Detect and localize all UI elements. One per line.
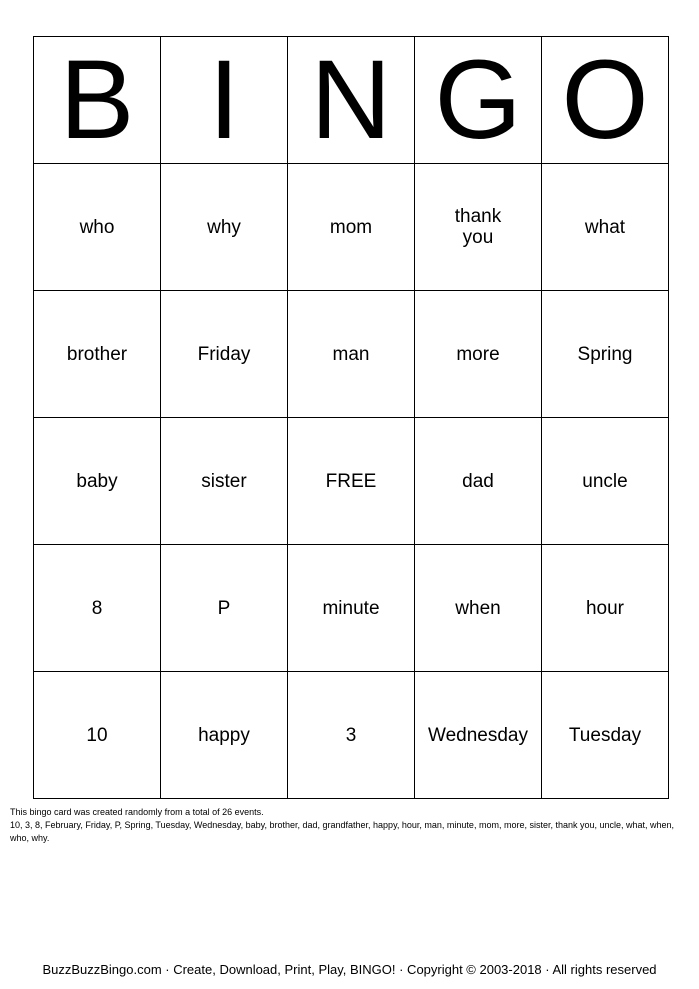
footer-copyright: BuzzBuzzBingo.com · Create, Download, Print, Play, BINGO! · Copyright © 2003-2018 · All rights reserved: [42, 962, 657, 977]
bingo-cell: [161, 164, 288, 291]
free-space-text: FREE: [325, 470, 377, 492]
bingo-cell: [415, 545, 542, 672]
cell-text: thank you: [454, 206, 502, 248]
bingo-cell: [288, 545, 415, 672]
bingo-cell: [161, 545, 288, 672]
header-letter: O: [542, 37, 669, 164]
card-row: [34, 545, 669, 672]
cell-text: what: [584, 216, 626, 238]
cell-text: sister: [201, 470, 247, 492]
card-row: [34, 418, 669, 545]
bingo-cell: [288, 164, 415, 291]
bingo-cell: [542, 164, 669, 291]
cell-text: Friday: [197, 343, 251, 365]
cell-text: minute: [322, 597, 380, 619]
card-notes: [10, 806, 690, 845]
bingo-cell: [415, 164, 542, 291]
card-row: [34, 672, 669, 799]
cell-text: uncle: [582, 470, 628, 492]
bingo-cell: [415, 672, 542, 799]
header-letter: I: [161, 37, 288, 164]
bingo-cell: [34, 545, 161, 672]
cell-text: why: [207, 216, 241, 238]
cell-text: Spring: [577, 343, 633, 365]
bingo-cell: [34, 164, 161, 291]
cell-text: brother: [66, 343, 128, 365]
bingo-cell: [34, 291, 161, 418]
bingo-cell: [34, 672, 161, 799]
notes-summary: This bingo card was created randomly from a total of 26 events.: [10, 807, 264, 817]
cell-text: P: [217, 597, 231, 619]
header-letter: B: [34, 37, 161, 164]
bingo-cell: [288, 291, 415, 418]
cell-text: more: [456, 343, 500, 365]
bingo-cell: [542, 545, 669, 672]
cell-text: mom: [329, 216, 373, 238]
bingo-cell: [34, 418, 161, 545]
cell-text: when: [455, 597, 501, 619]
cell-text: hour: [585, 597, 625, 619]
bingo-cell: [542, 291, 669, 418]
header-letter: N: [288, 37, 415, 164]
cell-text: 10: [86, 724, 108, 746]
cell-text: who: [79, 216, 115, 238]
bingo-cell: [542, 418, 669, 545]
cell-text: man: [332, 343, 370, 365]
free-space-cell: [288, 418, 415, 545]
bingo-cell: [415, 418, 542, 545]
cell-text: baby: [76, 470, 118, 492]
bingo-cell: [542, 672, 669, 799]
cell-text: 3: [345, 724, 357, 746]
card-row: [34, 164, 669, 291]
bingo-cell: [161, 672, 288, 799]
bingo-cell: [288, 672, 415, 799]
bingo-cell: [161, 291, 288, 418]
notes-event-list: 10, 3, 8, February, Friday, P, Spring, Tuesday, Wednesday, baby, brother, dad, grandfather, happy, hour, man, minute, mom, more, sister, thank you, uncle, what, when, who, why.: [10, 820, 675, 843]
cell-text: Tuesday: [568, 724, 642, 746]
bingo-cell: [161, 418, 288, 545]
bingo-card: [33, 36, 669, 799]
header-row: [34, 37, 669, 164]
cell-text: happy: [198, 724, 250, 746]
cell-text: Wednesday: [428, 724, 528, 746]
card-row: [34, 291, 669, 418]
bingo-cell: [415, 291, 542, 418]
cell-text: 8: [91, 597, 103, 619]
cell-text: dad: [462, 470, 494, 492]
header-letter: G: [415, 37, 542, 164]
